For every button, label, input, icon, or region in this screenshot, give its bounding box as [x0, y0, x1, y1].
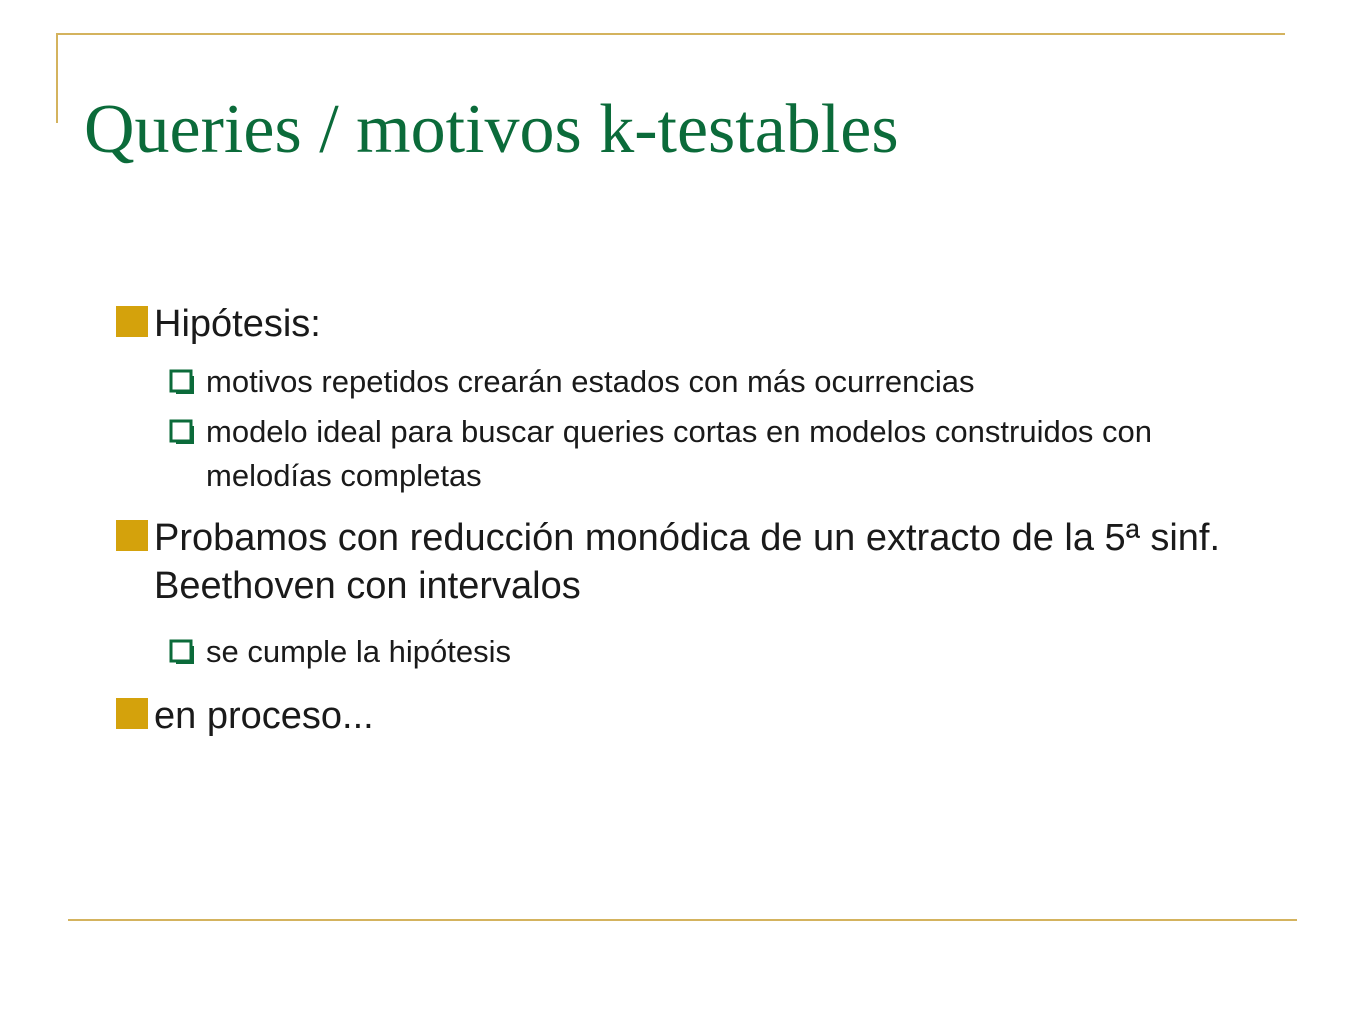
hollow-square-bullet-icon	[164, 414, 198, 448]
bullet-text: en proceso...	[154, 695, 374, 737]
bullet-text: Hipótesis:	[154, 303, 321, 345]
square-bullet-icon	[116, 306, 148, 337]
bottom-rule	[68, 919, 1297, 921]
bullet-item-en-proceso	[116, 692, 1276, 740]
sub-bullet-item	[164, 630, 1276, 674]
sub-bullet-item	[164, 410, 1276, 498]
sub-bullet-text: se cumple la hipótesis	[206, 634, 511, 669]
bullet-text: Probamos con reducción monódica de un extracto de la 5ª sinf. Beethoven con intervalos	[154, 517, 1221, 607]
hollow-square-bullet-icon	[164, 634, 198, 668]
square-bullet-icon	[116, 698, 148, 729]
slide-title: Queries / motivos k-testables	[84, 91, 899, 168]
top-rule	[56, 33, 1285, 35]
bullet-item-hipotesis	[116, 300, 1276, 348]
hollow-square-bullet-icon	[164, 364, 198, 398]
bullet-item-probamos	[116, 514, 1276, 610]
left-rule	[56, 33, 58, 123]
slide-body	[116, 300, 1276, 740]
sub-bullet-text: modelo ideal para buscar queries cortas en modelos construidos con melodías completas	[206, 414, 1153, 493]
sub-bullet-text: motivos repetidos crearán estados con más ocurrencias	[206, 364, 975, 399]
sub-bullet-item	[164, 360, 1276, 404]
square-bullet-icon	[116, 520, 148, 551]
